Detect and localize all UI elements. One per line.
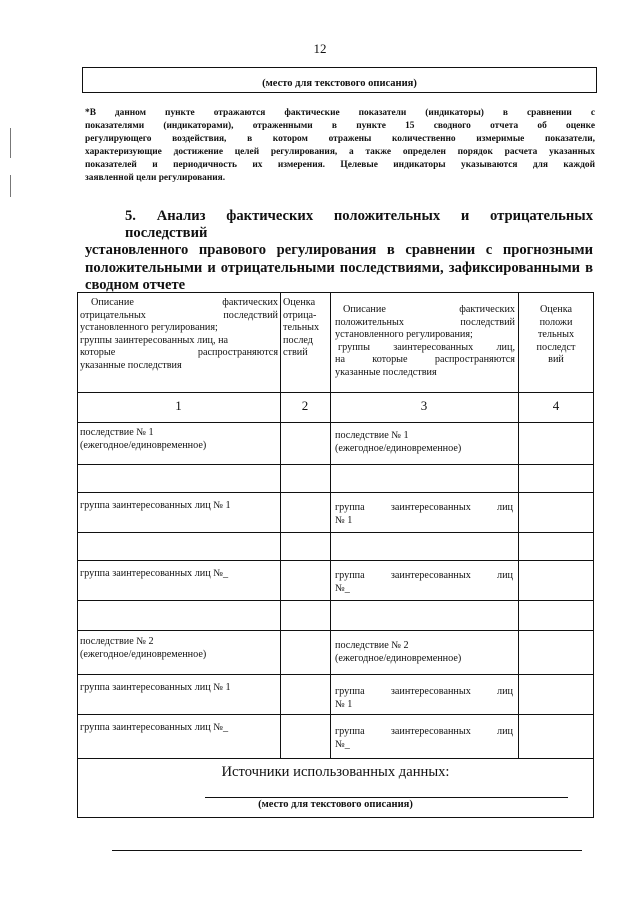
page-number: 12 bbox=[313, 41, 327, 56]
table-border bbox=[77, 600, 594, 601]
cell-line: группа заинтересованных лиц bbox=[335, 502, 513, 513]
sources-underline bbox=[205, 797, 568, 798]
header-line: ствий bbox=[283, 347, 308, 359]
cell-line: (ежегодное/единовременное) bbox=[80, 648, 207, 660]
header-positive-description bbox=[335, 304, 515, 380]
table-row-consequence-1-positive bbox=[335, 430, 515, 455]
cell-line: группа заинтересованных лиц №_ bbox=[80, 722, 229, 733]
header-line: группы заинтересованных лиц, bbox=[338, 341, 515, 353]
header-line: последст bbox=[536, 341, 576, 353]
footnote-line: характеризующие достижение целей регулирования, а также определен порядок расчета указанных bbox=[85, 147, 595, 157]
cell-line: группа заинтересованных лиц №_ bbox=[80, 568, 229, 579]
footnote-line: показателей и периодичность их измерения. Целевые индикаторы указываются для каждой bbox=[85, 160, 595, 170]
table-border bbox=[330, 292, 331, 758]
heading-line: установленного правового регулирования в сравнении с прогнозными bbox=[85, 242, 593, 259]
text-description-placeholder: (место для текстового описания) bbox=[262, 78, 417, 89]
table-row-group-n-positive bbox=[335, 570, 513, 595]
header-line: тельных bbox=[537, 329, 575, 341]
table-border bbox=[77, 674, 594, 675]
table-border bbox=[77, 464, 594, 465]
table-border bbox=[77, 422, 594, 423]
column-number: 3 bbox=[420, 398, 428, 413]
cell-line: №_ bbox=[335, 582, 350, 594]
header-line: установленного регулирования; bbox=[80, 322, 218, 334]
footnote-line: регулирующего воздействия, в котором отражены количественно измеримые показатели, bbox=[85, 134, 595, 144]
footnote bbox=[85, 107, 595, 185]
cell-line: группа заинтересованных лиц № 1 bbox=[80, 682, 231, 693]
heading-line: 5. Анализ фактических положительных и отрицательных последствий bbox=[125, 208, 593, 242]
heading-line: положительными и отрицательными последствиями, зафиксированными в bbox=[85, 259, 593, 276]
cell-line: (ежегодное/единовременное) bbox=[80, 439, 207, 451]
header-line: установленного регулирования; bbox=[335, 329, 473, 341]
table-border bbox=[77, 630, 594, 631]
header-line: группы заинтересованных лиц, на bbox=[80, 334, 229, 346]
cell-line: группа заинтересованных лиц bbox=[335, 726, 513, 737]
footnote-line: заявленной цели регулирования. bbox=[85, 173, 226, 183]
table-border bbox=[77, 292, 594, 293]
table-border bbox=[77, 492, 594, 493]
header-line: положительных последствий bbox=[335, 316, 515, 328]
table-border bbox=[77, 714, 594, 715]
table-row-group-1-positive bbox=[335, 686, 513, 711]
cell-line: группа заинтересованных лиц bbox=[335, 686, 513, 697]
header-line: Описание фактических bbox=[343, 304, 515, 315]
header-line: указанные последствия bbox=[80, 359, 182, 371]
header-line: отрица- bbox=[283, 309, 317, 321]
cell-line: № 1 bbox=[335, 698, 353, 710]
table-row-consequence-2-positive bbox=[335, 640, 515, 665]
consequences-table bbox=[77, 292, 594, 818]
header-line: вий bbox=[548, 354, 564, 366]
header-negative-assessment bbox=[283, 297, 329, 360]
text-description-box bbox=[82, 67, 597, 93]
cell-line: последствие № 1 bbox=[335, 430, 409, 441]
cell-line: последствие № 1 bbox=[80, 427, 154, 438]
column-number: 1 bbox=[175, 398, 182, 413]
table-border bbox=[77, 758, 594, 759]
bottom-divider bbox=[112, 850, 582, 851]
header-positive-assessment bbox=[520, 304, 592, 367]
footnote-line: *В данном пункте отражаются фактические показатели (индикаторы) в сравнении с bbox=[85, 108, 595, 118]
table-border bbox=[77, 392, 594, 393]
cell-line: (ежегодное/единовременное) bbox=[335, 442, 462, 454]
header-line: отрицательных последствий bbox=[80, 309, 278, 321]
table-row-consequence-2-negative bbox=[80, 636, 278, 661]
table-row-consequence-1-negative bbox=[80, 427, 278, 452]
table-row-group-n-negative bbox=[80, 722, 278, 735]
cell-line: № 1 bbox=[335, 514, 353, 526]
table-row-group-1-negative bbox=[80, 682, 278, 695]
cell-line: группа заинтересованных лиц bbox=[335, 570, 513, 581]
heading-line: сводном отчете bbox=[85, 276, 186, 293]
cell-line: группа заинтересованных лиц № 1 bbox=[80, 500, 231, 511]
cell-line: последствие № 2 bbox=[80, 636, 154, 647]
header-line: послед bbox=[283, 334, 313, 346]
header-line: которые распространяются bbox=[80, 347, 278, 359]
section-heading bbox=[85, 208, 593, 294]
table-border bbox=[77, 817, 594, 818]
table-border bbox=[518, 292, 519, 758]
table-border bbox=[593, 292, 594, 818]
table-row-group-n-positive bbox=[335, 726, 513, 751]
table-row-group-n-negative bbox=[80, 568, 278, 581]
column-number: 4 bbox=[552, 398, 560, 413]
header-line: Оценка bbox=[283, 297, 316, 308]
header-line: указанные последствия bbox=[335, 366, 437, 378]
table-border bbox=[77, 532, 594, 533]
table-row-group-1-positive bbox=[335, 502, 513, 527]
cell-line: (ежегодное/единовременное) bbox=[335, 652, 462, 664]
table-border bbox=[77, 292, 78, 818]
header-line: положи bbox=[539, 316, 573, 328]
cell-line: последствие № 2 bbox=[335, 640, 409, 651]
margin-mark bbox=[10, 175, 11, 197]
table-row-group-1-negative bbox=[80, 500, 278, 513]
header-line: Описание фактических bbox=[91, 297, 278, 308]
header-line: тельных bbox=[283, 322, 320, 334]
sources-title: Источники использованных данных: bbox=[221, 764, 450, 780]
margin-mark bbox=[10, 128, 11, 158]
sources-placeholder: (место для текстового описания) bbox=[258, 799, 413, 810]
header-line: Оценка bbox=[539, 304, 573, 315]
header-negative-description bbox=[80, 297, 278, 373]
header-line: на которые распространяются bbox=[335, 354, 515, 366]
cell-line: №_ bbox=[335, 738, 350, 750]
column-number: 2 bbox=[301, 398, 309, 413]
footnote-line: показателями (индикаторами), отраженными в пункте 15 сводного отчета об оценке bbox=[85, 121, 595, 131]
table-border bbox=[280, 292, 281, 758]
table-border bbox=[77, 560, 594, 561]
